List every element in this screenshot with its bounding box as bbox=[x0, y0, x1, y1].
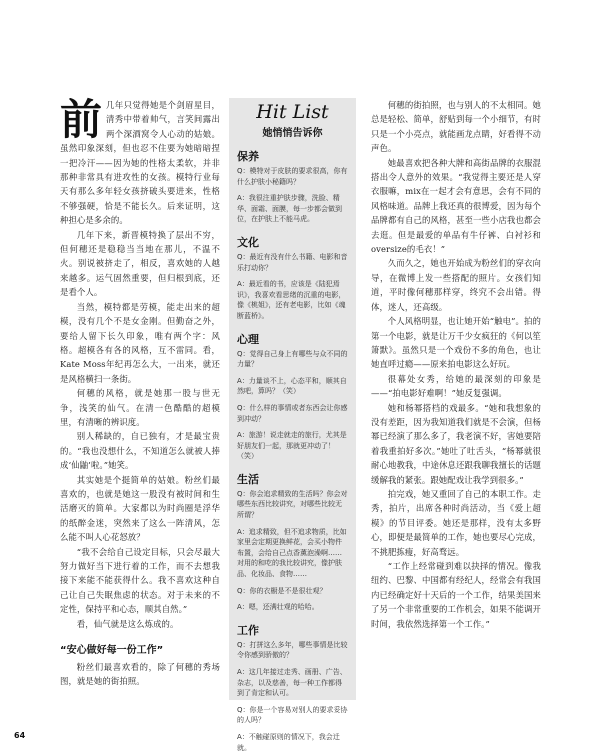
article-paragraph: 拍完戏，她又重回了自己的本职工作。走秀，拍片，出席各种时尚活动，当《爱上超模》的节目评委。她还是那样，没有太多野心，即便是最简单的工作，她也要尽心完成，不挑肥拣瘦，好高骛远。 bbox=[371, 488, 541, 557]
article-paragraph: 何穗的街拍照，也与别人的不太相同。她总是轻松、简单，舒贴到每一个小细节，有时只是一个小亮点，就能画龙点睛，好看得不动声色。 bbox=[371, 100, 541, 154]
qa-answer: A：追求精致，但不追求物质，比如家里会定期更换鲜花，会买小物件布置，会给自己点香薰泡澡啊……对用的和吃的我比较讲究，像护肤品、化妆品、食物…… bbox=[237, 527, 347, 579]
qa-question: Q：模特对于皮肤的要求很高，你有什么护肤小秘籍吗？ bbox=[237, 167, 348, 186]
qa-question: Q：觉得自己身上有哪些与众不同的力量？ bbox=[237, 349, 348, 369]
article-paragraph: 粉丝们最喜欢看的，除了何穗的秀场图，就是她的街拍照。 bbox=[60, 662, 220, 687]
sidebar-section-heading: 工作 bbox=[237, 623, 259, 637]
article-paragraph: 很幕处女秀，给她的最深刻的印象是——“拍电影好难啊！”她反复强调。 bbox=[371, 373, 541, 399]
sidebar-section-heading: 生活 bbox=[237, 472, 259, 486]
qa-question: Q：最近有没有什么书籍、电影和音乐打动你？ bbox=[237, 252, 348, 272]
page-number: 64 bbox=[14, 731, 26, 740]
sidebar-section-heading: 保养 bbox=[237, 150, 259, 163]
right-article-column bbox=[371, 98, 541, 631]
intro-paragraph-block bbox=[60, 95, 220, 228]
article-paragraph: 看，仙气就是这么炼成的。 bbox=[76, 618, 179, 629]
sidebar-section-culture bbox=[229, 234, 356, 322]
left-article-column bbox=[60, 95, 220, 689]
qa-question: Q：什么样的事情或者东西会让你感到冲动？ bbox=[237, 403, 348, 423]
sidebar-section-life bbox=[229, 471, 356, 613]
article-paragraph: 她和杨幂搭档的戏最多。“她和我想象的没有差距，因为我知道我们就是不会演，但杨幂已经演了那么多了，我老演不好，害她要陪着我重拍好多次。”她吐了吐舌头，“杨幂就很耐心地教我，中途休息还跟我聊我擅长的话题缓解我的紧张。跟她配戏让我学到很多。” bbox=[371, 402, 541, 485]
article-paragraph: 久而久之，她也开始成为粉丝们的穿衣向导，在微博上发一些搭配的照片。女孩们知道，平时像何穗那样穿，终究不会出错。得体，迷人，还高级。 bbox=[371, 258, 541, 312]
drop-cap: 前 bbox=[60, 95, 103, 144]
qa-question: Q：你会追求精致的生活吗？你会对哪些东西比较讲究，对哪些比较无所谓？ bbox=[237, 489, 348, 520]
sidebar-section-heading: 心理 bbox=[237, 332, 259, 346]
article-paragraph: 几年只觉得她是个剑眉星目，清秀中带着帅气，言笑间露出两个深酒窝令人心动的姑娘。虽然印象深刻，但也忍不住要为她暗暗捏一把冷汗——因为她的性格太柔软，并非那种非常具有进攻性的女孩。模特行业每天有那么多年轻女孩挤破头要进来，性格不够强硬，恰是不能长久。后来证明，这种担心是多余的。 bbox=[60, 100, 220, 226]
article-paragraph: 她最喜欢把各种大牌和高街品牌的衣服混搭出令人意外的效果。“我觉得主要还是人穿衣服嘛，mix在一起才会有意思，会有不同的风格味道。品牌上我还真的很博爱，因为每个品牌都有自己的风格，甚至一些小店我也都会去逛。但是最爱的单品有牛仔裤、白衬衫和oversize的毛衣！” bbox=[371, 157, 541, 255]
sidebar-section-work bbox=[229, 622, 356, 753]
qa-answer: A：力量谈不上，心态平和，顺其自然吧，算吗？（笑） bbox=[237, 376, 347, 396]
article-paragraph: “工作上经常碰到难以抉择的情况。像我纽约、巴黎、中国都有经纪人，经常会有我国内已经确定好十天后的一个工作，结果美国来了另一个非常重要的工作机会，如果不能调开时间，我依然选择第一个工作。” bbox=[371, 561, 541, 629]
qa-answer: A：嗯，还满壮观的哈哈。 bbox=[237, 603, 319, 612]
article-paragraph: 其实她是个挺简单的姑娘。粉丝们最喜欢的，也就是她这一股没有被时间和生活磨灭的简单。大家都以为时尚圈是浮华的纸醉金迷，突然来了这么一阵清风，怎么能不叫人心花怒放？ bbox=[60, 474, 220, 543]
section-subheading: “安心做好每一份工作” bbox=[60, 645, 164, 657]
article-paragraph: 个人风格明显，也让她开始“触电”。拍的第一个电影，就是让万千少女疯狂的《何以笙箫默》。虽然只是一个戏份不多的角色，也让她直呼过瘾——原来拍电影这么好玩。 bbox=[371, 316, 541, 370]
article-paragraph: 别人稀缺的，自已独有，才是最宝贵的。“我也没想什么，不知道怎么就被人捧成‘仙鼬’啦。”她笑。 bbox=[60, 431, 220, 471]
article-paragraph: 当然，模特都是劳模，能走出来的超模，没有几个不是女金刚。但勤奋之外，要给人留下长久印象，唯有两个字：风格。超模各有各的风格，互不雷同。看，Kate Moss年纪再怎么大，一出来，就还是风格横扫一条街。 bbox=[60, 301, 220, 384]
article-paragraph: 何穗的风格，就是她那一股与世无争，浅笑的仙气。在清一色酷酷的超模里，有清晰的辨识度。 bbox=[60, 388, 220, 427]
sidebar-section-heading: 文化 bbox=[237, 235, 259, 249]
sidebar-section-mind bbox=[229, 331, 356, 462]
qa-question: Q：打拼这么多年，哪些事情是比较令你感到骄傲的？ bbox=[237, 640, 348, 660]
article-paragraph: “我不会给自己设定目标，只会尽最大努力做好当下进行着的工作，而不去想我接下来能不能获得什么。我不喜欢这种自己让自己失眠焦虑的状态。对于未来的不定性，保持平和心态，顺其自然。” bbox=[60, 546, 220, 615]
article-paragraph: 几年下来，新晋模特换了层出不穷，但何穗还是稳稳当当地在那儿，不温不火。别说被挤走了，相反，喜欢她的人越来越多。运气固然重要，但归根到底，还是看个人。 bbox=[60, 229, 220, 298]
qa-answer: A：不触碰原则的情况下，我会迁就。 bbox=[237, 732, 340, 752]
qa-question: Q：你是一个容易对别人的要求妥协的人吗？ bbox=[237, 705, 348, 725]
qa-question: Q：你的衣橱是不是很壮观？ bbox=[237, 586, 327, 595]
sidebar-title: Hit List bbox=[256, 101, 329, 123]
qa-answer: A：我很注重护肤步骤，洗脸、精华、面霜、面膜，每一步都会做到位，在护肤上不能马虎。 bbox=[237, 194, 342, 224]
qa-answer: A：最近看的书，应该是《陆犯焉识》，我喜欢看思绪的沉重的电影，像《桃姐》，还有老电影，比如《魂断蓝桥》。 bbox=[237, 280, 346, 320]
hit-list-sidebar bbox=[229, 98, 356, 752]
qa-answer: A：这几年接过走秀、画册、广告、杂志，以及慈善，每一种工作都得到了肯定和认可。 bbox=[237, 668, 347, 698]
qa-answer: A：旅游！说走就走的旅行，尤其是好朋友们一起，那就更冲动了！（笑） bbox=[237, 431, 347, 461]
sidebar-section-care bbox=[229, 148, 356, 225]
sidebar-subtitle: 她悄悄告诉你 bbox=[262, 128, 323, 139]
